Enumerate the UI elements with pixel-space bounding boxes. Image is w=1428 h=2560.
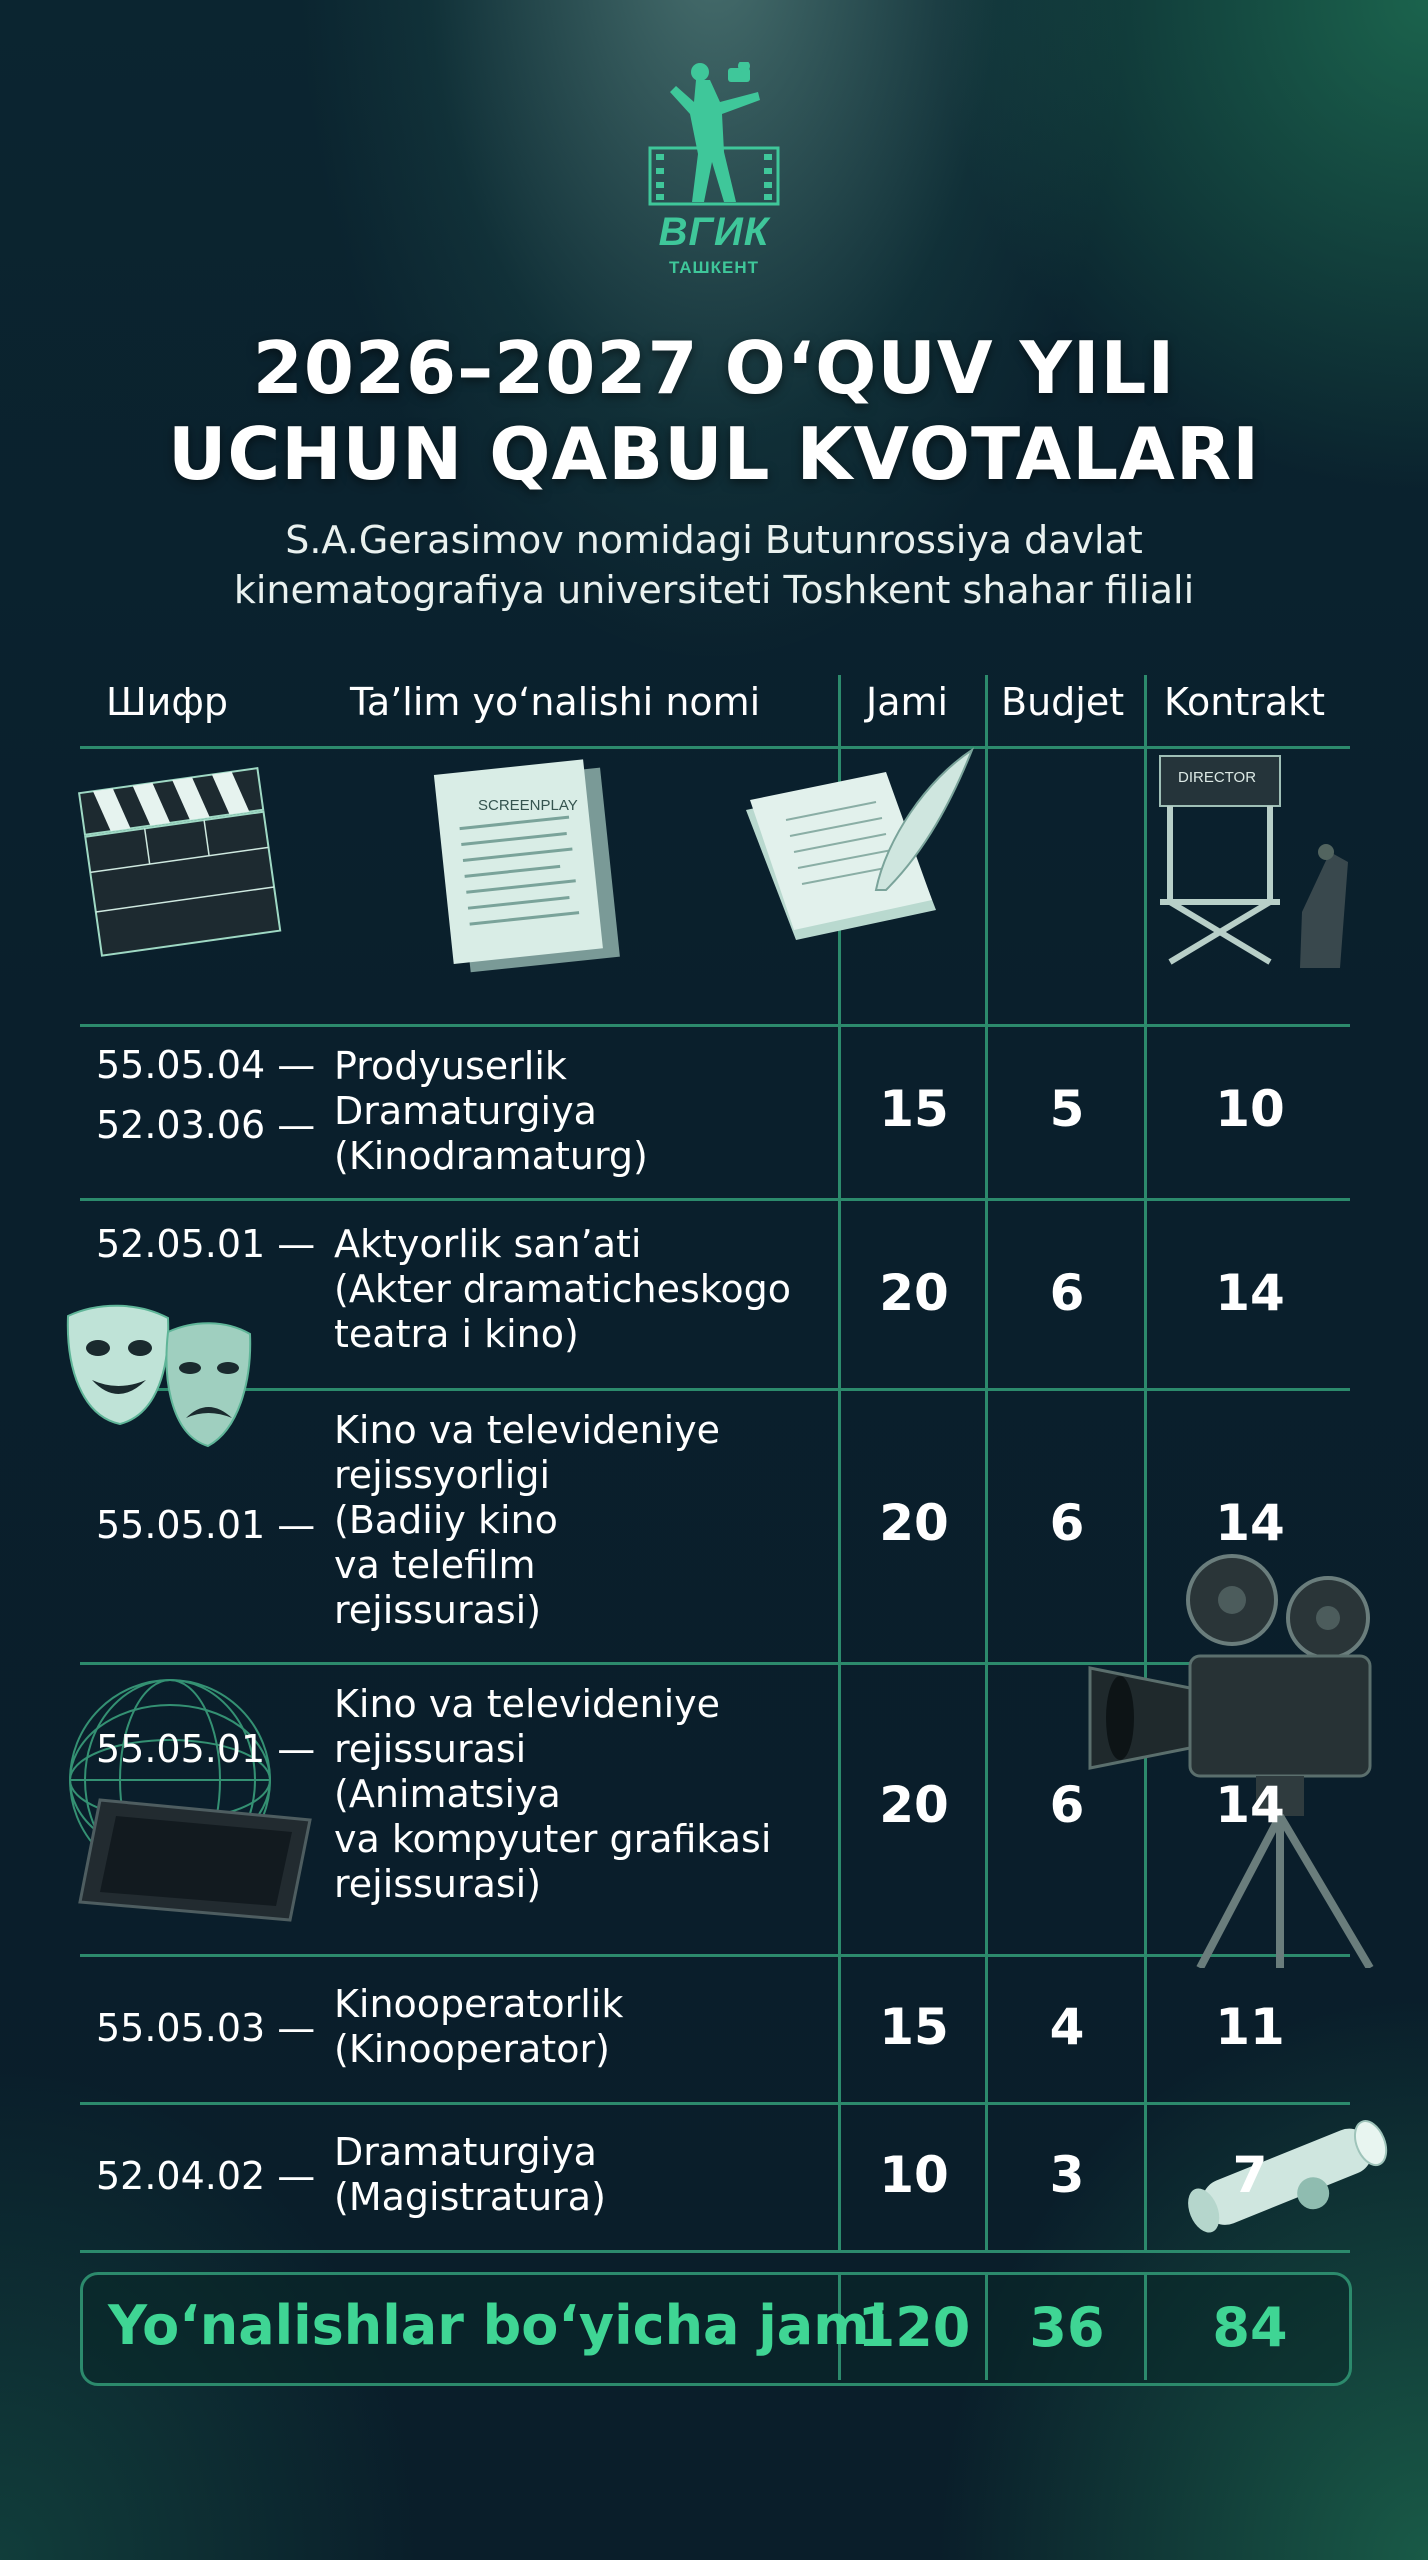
grid-line (80, 1198, 1350, 1201)
subtitle-line2: kinematografiya universiteti Toshkent shahar filiali (233, 568, 1195, 612)
row-5-line: (Kinooperator) (334, 2027, 610, 2071)
grid-line (80, 2250, 1350, 2253)
row-4-kontrakt: 14 (1215, 1776, 1285, 1834)
row-4-jami: 20 (879, 1776, 949, 1834)
grid-line (80, 1388, 1350, 1391)
logo-name: ВГИК (658, 210, 770, 254)
row-2-code: 52.05.01 — (96, 1222, 316, 1266)
row-4-line: va kompyuter grafikasi (334, 1817, 772, 1861)
movie-camera-icon (1080, 1548, 1410, 1968)
row-6-name (334, 2130, 606, 2220)
row-4-line: (Animatsiya (334, 1772, 561, 1816)
row-4-line: Kino va televideniye (334, 1682, 721, 1726)
row-4-budjet: 6 (1049, 1776, 1085, 1834)
row-1-line: Dramaturgiya (334, 1089, 597, 1133)
row-2-line: (Akter dramaticheskogo (334, 1267, 792, 1311)
row-2-line: teatra i kino) (334, 1312, 579, 1356)
screenplay-icon (420, 752, 630, 982)
screenplay-label: SCREENPLAY (478, 797, 578, 814)
row-2-name (334, 1222, 791, 1357)
row-6-line: (Magistratura) (334, 2175, 606, 2219)
clapperboard-icon (78, 740, 288, 960)
row-3-line: rejissurasi) (334, 1588, 542, 1632)
grid-line (80, 2102, 1350, 2105)
row-3-line: va telefilm (334, 1543, 536, 1587)
row-1-line: Prodyuserlik (334, 1044, 567, 1088)
row-5-jami: 15 (879, 1998, 949, 2056)
header-budjet: Budjet (1001, 680, 1125, 724)
row-2-jami: 20 (879, 1264, 949, 1322)
director-chair-icon (1150, 752, 1360, 982)
row-5-name (334, 1982, 623, 2072)
row-3-code: 55.05.01 — (96, 1503, 316, 1547)
manuscript-quill-icon (736, 740, 986, 950)
row-1-kontrakt: 10 (1215, 1080, 1285, 1138)
director-label: DIRECTOR (1178, 769, 1257, 786)
grid-line (80, 1024, 1350, 1027)
total-jami: 120 (857, 2296, 971, 2359)
row-4-line: rejissurasi (334, 1727, 527, 1771)
row-5-kontrakt: 11 (1215, 1998, 1285, 2056)
header-code: Шифр (106, 680, 228, 724)
page-title-line2: UCHUN QABUL KVOTALARI (167, 412, 1261, 496)
page-title-line1: 2026–2027 O‘QUV YILI (252, 326, 1176, 410)
header-name: Ta’lim yo‘nalishi nomi (350, 680, 761, 724)
row-3-name (334, 1408, 720, 1633)
row-1-code-1: 55.05.04 — (96, 1043, 316, 1087)
total-budjet: 36 (1029, 2296, 1105, 2359)
row-1-code-2: 52.03.06 — (96, 1103, 316, 1147)
row-6-line: Dramaturgiya (334, 2130, 597, 2174)
total-label: Yo‘nalishlar bo‘yicha jami (108, 2294, 889, 2357)
row-3-kontrakt: 14 (1215, 1494, 1285, 1552)
total-kontrakt: 84 (1212, 2296, 1288, 2359)
row-3-line: Kino va televideniye (334, 1408, 721, 1452)
grid-line (1144, 675, 1147, 2252)
row-6-kontrakt: 7 (1232, 2146, 1268, 2204)
row-1-jami: 15 (879, 1080, 949, 1138)
row-2-line: Aktyorlik san’ati (334, 1222, 642, 1266)
row-3-budjet: 6 (1049, 1494, 1085, 1552)
row-1-line: (Kinodramaturg) (334, 1134, 648, 1178)
header-jami: Jami (866, 680, 949, 724)
row-2-kontrakt: 14 (1215, 1264, 1285, 1322)
header-kontrakt: Kontrakt (1164, 680, 1326, 724)
row-3-jami: 20 (879, 1494, 949, 1552)
logo-city: ТАШКЕНТ (668, 258, 760, 277)
row-6-code: 52.04.02 — (96, 2154, 316, 2198)
row-6-jami: 10 (879, 2146, 949, 2204)
row-4-code: 55.05.01 — (96, 1727, 316, 1771)
row-6-budjet: 3 (1049, 2146, 1085, 2204)
row-1-name (334, 1044, 648, 1179)
filmstrip-statue-icon (640, 62, 788, 212)
row-5-code: 55.05.03 — (96, 2006, 316, 2050)
theatre-masks-icon (58, 1296, 258, 1456)
row-3-line: rejissyorligi (334, 1453, 551, 1497)
row-2-budjet: 6 (1049, 1264, 1085, 1322)
row-4-line: rejissurasi) (334, 1862, 542, 1906)
vgik-logo (640, 62, 788, 292)
subtitle-line1: S.A.Gerasimov nomidagi Butunrossiya davlat (285, 518, 1143, 562)
row-5-line: Kinooperatorlik (334, 1982, 624, 2026)
row-3-line: (Badiiy kino (334, 1498, 558, 1542)
globe-tablet-icon (40, 1670, 320, 1930)
row-5-budjet: 4 (1049, 1998, 1085, 2056)
row-4-name (334, 1682, 771, 1907)
row-1-budjet: 5 (1049, 1080, 1085, 1138)
